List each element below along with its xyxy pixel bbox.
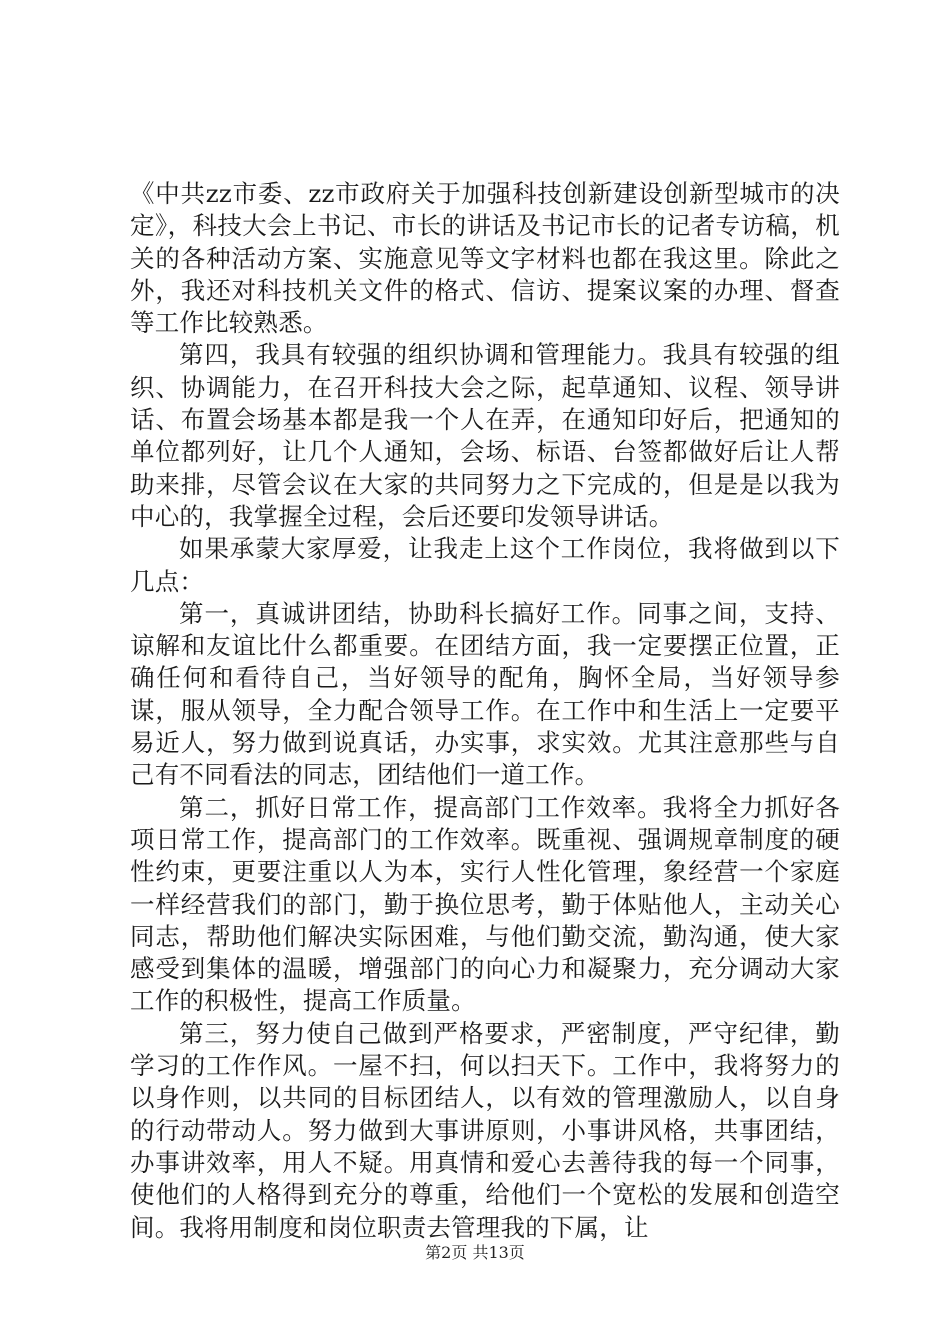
paragraph-first-point: 第一，真诚讲团结，协助科长搞好工作。同事之间，支持、谅解和友谊比什么都重要。在团结方面，我一定要摆正位置，正确任何和看待自己，当好领导的配角，胸怀全局，当好领导参谋，服从领导，全力配合领导工作。在工作中和生活上一定要平易近人，努力做到说真话，办实事，求实效。尤其注意那些与自己有不同看法的同志，团结他们一道工作。 [130,598,840,790]
page-number-footer: 第2页 共13页 [425,1243,525,1262]
paragraph-commitment-intro: 如果承蒙大家厚爱，让我走上这个工作岗位，我将做到以下几点： [130,534,840,596]
paragraph-second-point: 第二，抓好日常工作，提高部门工作效率。我将全力抓好各项日常工作，提高部门的工作效率。既重视、强调规章制度的硬性约束，更要注重以人为本，实行人性化管理，象经营一个家庭一样经营我们的部门，勤于换位思考，勤于体贴他人，主动关心同志，帮助他们解决实际困难，与他们勤交流，勤沟通，使大家感受到集体的温暖，增强部门的向心力和凝聚力，充分调动大家工作的积极性，提高工作质量。 [130,792,840,1016]
paragraph-continuation: 《中共zz市委、zz市政府关于加强科技创新建设创新型城市的决定》，科技大会上书记、市长的讲话及书记市长的记者专访稿，机关的各种活动方案、实施意见等文字材料也都在我这里。除此之外，我还对科技机关文件的格式、信访、提案议案的办理、督查等工作比较熟悉。 [130,179,840,338]
paragraph-third-point: 第三，努力使自己做到严格要求，严密制度，严守纪律，勤学习的工作作风。一屋不扫，何以扫天下。工作中，我将努力的以身作则，以共同的目标团结人，以有效的管理激励人，以自身的行动带动人。努力做到大事讲原则，小事讲风格，共事团结，办事讲效率，用人不疑。用真情和爱心去善待我的每一个同事，使他们的人格得到充分的尊重，给他们一个宽松的发展和创造空间。我将用制度和岗位职责去管理我的下属，让 [130,1018,840,1242]
paragraph-fourth-ability: 第四，我具有较强的组织协调和管理能力。我具有较强的组织、协调能力，在召开科技大会之际，起草通知、议程、领导讲话、布置会场基本都是我一个人在弄，在通知印好后，把通知的单位都列好，让几个人通知，会场、标语、台签都做好后让人帮助来排，尽管会议在大家的共同努力之下完成的，但是是以我为中心的，我掌握全过程，会后还要印发领导讲话。 [130,340,840,531]
document-body [130,178,840,1244]
